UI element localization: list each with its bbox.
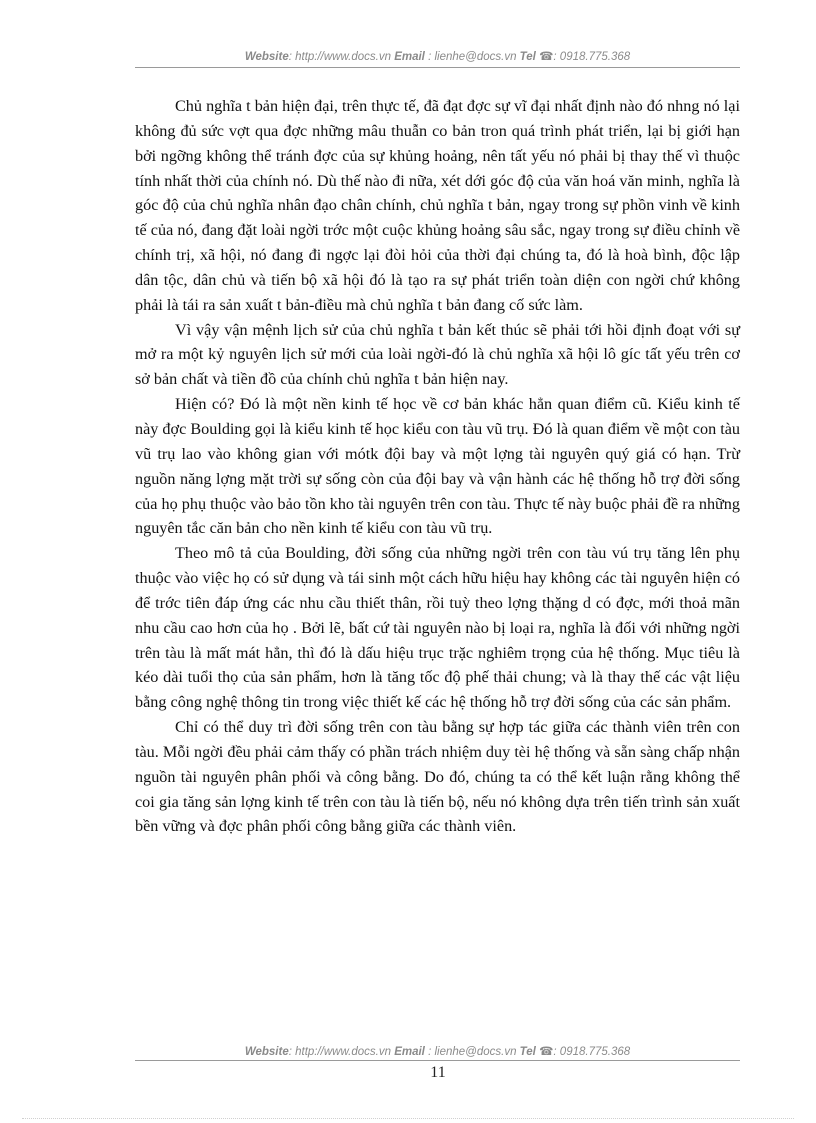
footer-email-value: : lienhe@docs.vn <box>428 1046 517 1058</box>
phone-icon: ☎ <box>539 1046 554 1058</box>
header-tel-label: Tel <box>519 51 536 63</box>
header-website-value: : http://www.docs.vn <box>288 51 391 63</box>
phone-icon: ☎ <box>539 51 554 63</box>
footer-website-value: : http://www.docs.vn <box>288 1046 391 1058</box>
page-edge-dotted-line <box>22 1118 794 1119</box>
paragraph-1: Chủ nghĩa t bản hiện đại, trên thực tế, đã đạt đợc sự vĩ đại nhất định nào đó nhng nó lại không đủ sức vợt qua đợc những mâu thuẫn co bản tron quá trình phát triển, lại bị giới hạn bởi ngỡng không thể tránh đợc của sự khủng hoảng, nên tất yếu nó phải bị thay thế vì thuộc tính nhất thời của chính nó. Dù thế nào đi nữa, xét dới góc độ của văn hoá văn minh, nghĩa là góc độ của chủ nghĩa nhân đạo chân chính, chủ nghĩa t bản, ngay trong sự phồn vinh về kinh tế của nó, đang đặt loài ngời trớc một cuộc khủng hoảng sâu sắc, ngay trong sự điều chỉnh về chính trị, xã hội, nó đang đi ngợc lại đòi hỏi của thời đại chúng ta, đó là hoà bình, độc lập dân tộc, dân chủ và tiến bộ xã hội đó là tạo ra sự phát triển toàn diện con ngời chứ không phải là tái ra sản xuất t bản-điều mà chủ nghĩa t bản đang cố sức làm. <box>135 97 740 314</box>
page-header <box>135 49 740 63</box>
paragraph-2: Vì vậy vận mệnh lịch sử của chủ nghĩa t bản kết thúc sẽ phải tới hồi định đoạt với sự mở ra một kỷ nguyên lịch sử mới của loài ngời-đó là chủ nghĩa xã hội lô gíc tất yếu trên cơ sở bản chất và tiền đồ của chính chủ nghĩa t bản hiện nay. <box>135 320 740 389</box>
footer-tel-label: Tel <box>519 1046 536 1058</box>
paragraph-4: Theo mô tả của Boulding, đời sống của những ngời trên con tàu vú trụ tăng lên phụ thuộc vào việc họ có sử dụng và tái sinh một cách hữu hiệu hay không các tài nguyên hiện có để trớc tiên đáp ứng các nhu cầu thiết thân, rồi tuỳ theo lợng thặng d có đợc, mới thoả mãn nhu cầu cao hơn của họ . Bởi lẽ, bất cứ tài nguyên nào bị loại ra, nghĩa là đối với những ngời trên tàu là mất mát hẳn, thì đó là dấu hiệu trục trặc nghiêm trọng của hệ thống. Mục tiêu là kéo dài tuổi thọ của sản phẩm, hơn là tăng tốc độ phế thải chung; và là thay thế các vật liệu bằng công nghệ thông tin trong việc thiết kế các hệ thống hỗ trợ đời sống của các sản phẩm. <box>135 544 740 712</box>
header-divider <box>135 67 740 68</box>
header-email-label: Email <box>394 51 425 63</box>
footer-website-label: Website <box>244 1046 289 1058</box>
paragraph-3: Hiện có? Đó là một nền kinh tế học về cơ bản khác hẳn quan điểm cũ. Kiểu kinh tế này đợc Boulding gọi là kiểu kinh tế học kiểu con tàu vũ trụ. Đó là quan điểm về một con tàu vũ trụ lao vào không gian với mótk đội bay và một lợng tài nguyên quý giá có hạn. Trừ nguồn năng lợng mặt trời sự sống còn của đội bay và vận hành các hệ thống hỗ trợ đời sống của họ phụ thuộc vào bảo tồn kho tài nguyên trên con tàu. Thực tế này buộc phải đề ra những nguyên tắc căn bản cho nền kinh tế kiểu con tàu vũ trụ. <box>135 395 740 538</box>
footer-email-label: Email <box>394 1046 425 1058</box>
header-tel-value: : 0918.775.368 <box>553 51 631 63</box>
page-footer <box>135 1044 740 1058</box>
header-website-label: Website <box>244 51 289 63</box>
footer-tel-value: : 0918.775.368 <box>553 1046 631 1058</box>
paragraph-5: Chỉ có thể duy trì đời sống trên con tàu bằng sự hợp tác giữa các thành viên trên con tàu. Mỗi ngời đều phải cảm thấy có phần trách nhiệm duy tèi hệ thống và sẵn sàng chấp nhận nguồn tài nguyên phân phối và công bằng. Do đó, chúng ta có thể kết luận rằng không thể coi gia tăng sản lợng kinh tế trên con tàu là tiến bộ, nếu nó không dựa trên tiến trình sản xuất bền vững và đợc phân phối công bằng giữa các thành viên. <box>135 718 740 836</box>
footer-divider <box>135 1060 740 1061</box>
page-number: 11 <box>430 1064 446 1081</box>
header-email-value: : lienhe@docs.vn <box>428 51 517 63</box>
document-body <box>135 94 740 839</box>
